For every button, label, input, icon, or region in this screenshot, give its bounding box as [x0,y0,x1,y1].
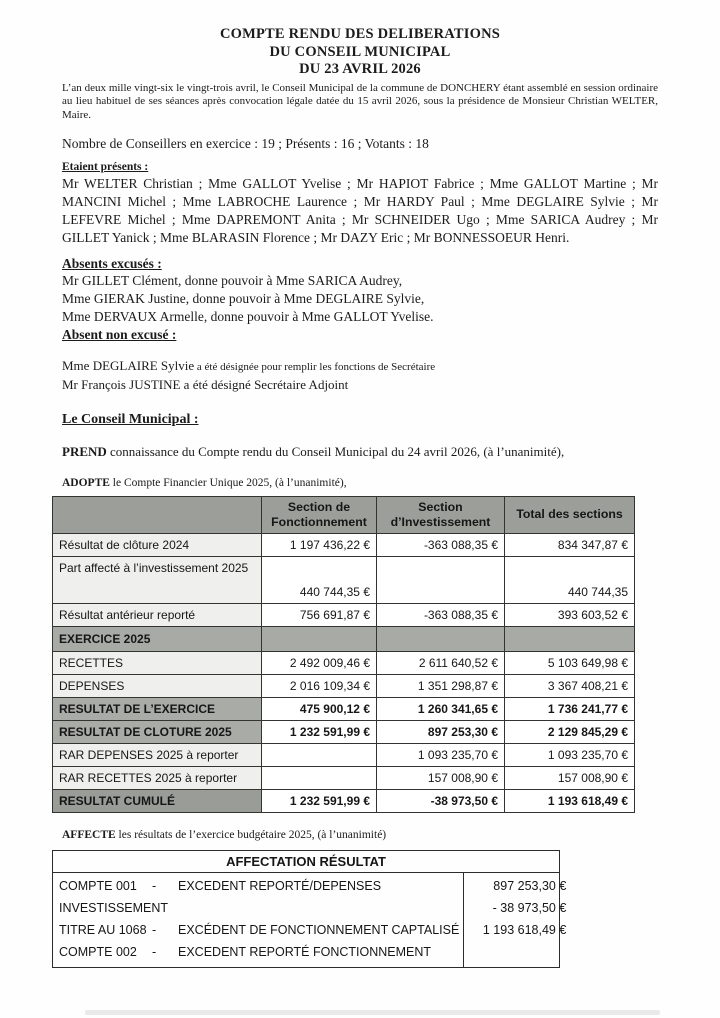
dash-separator: - [152,922,157,937]
affectation-line [59,919,459,941]
table-row [53,766,635,789]
row-label-cell: Résultat de clôture 2024 [53,533,262,556]
finance-header-row [53,496,635,533]
row-label-cell: EXERCICE 2025 [53,626,262,651]
affectation-line [59,941,459,963]
affectation-line [59,897,459,919]
row-label-cell: RAR DEPENSES 2025 à reporter [53,743,262,766]
value-cell: 1 260 341,65 € [377,697,505,720]
value-cell: -38 973,50 € [377,789,505,812]
account-code: INVESTISSEMENT [59,900,169,915]
value-cell [377,556,505,603]
heading-present: Etaient présents : [62,160,149,173]
table-row [53,556,635,603]
absent-excused-line: Mme GIERAK Justine, donne pouvoir à Mme DEGLAIRE Sylvie, [62,290,425,306]
value-cell: 756 691,87 € [262,603,377,626]
absent-excused-line: Mr GILLET Clément, donne pouvoir à Mme SARICA Audrey, [62,272,403,288]
table-row [53,533,635,556]
dash-separator: - [152,878,157,893]
row-label-cell: RESULTAT DE L’EXERCICE [53,697,262,720]
row-label-cell: RECETTES [53,651,262,674]
prend-paragraph [62,444,658,460]
value-cell [262,626,377,651]
adopte-verb: ADOPTE [62,476,110,489]
title-line-1: COMPTE RENDU DES DELIBERATIONS [219,26,501,42]
row-label-cell: DEPENSES [53,674,262,697]
affecte-text: les résultats de l’exercice budgétaire 2025, (à l’unanimité) [115,828,387,841]
present-members-list: Mr WELTER Christian ; Mme GALLOT Yvelise ; Mr HAPIOT Fabrice ; Mme GALLOT Martine ; Mr MANCINI Michel ; Mme LABROCHE Laurence ; Mr HARDY Paul ; Mme DEGLAIRE Sylvie ; Mr LEFEVRE Michel ; Mme DAPREMONT Anita ; Mr SCHNEIDER Ugo ; Mme SARICA Audrey ; Mr GILLET Yanick ; Mme BLARASIN Florence ; Mr DAZY Eric ; Mr BONNESSOEUR Henri. [62,175,658,245]
value-cell: 2 611 640,52 € [377,651,505,674]
affecte-verb: AFFECTE [62,828,116,841]
value-cell: 1 351 298,87 € [377,674,505,697]
table-row [53,651,635,674]
secretary-name: Mme DEGLAIRE Sylvie [62,357,195,373]
account-code: COMPTE 002 [59,944,137,959]
header-cell-fonctionnement: Section de Fonctionnement [262,496,377,533]
value-cell: 5 103 649,98 € [505,651,635,674]
value-cell: 2 129 845,29 € [505,720,635,743]
row-label-cell: RAR RECETTES 2025 à reporter [53,766,262,789]
affectation-table [52,850,567,968]
heading-council: Le Conseil Municipal : [62,411,199,427]
affectation-line [59,875,459,897]
value-cell: 157 008,90 € [377,766,505,789]
value-cell: 1 093 235,70 € [377,743,505,766]
value-cell [262,766,377,789]
value-cell: -363 088,35 € [377,533,505,556]
table-grand-total-row [53,789,635,812]
value-cell: 1 193 618,49 € [505,789,635,812]
secretary-line [62,357,658,375]
row-label-cell: RESULTAT CUMULÉ [53,789,262,812]
scan-artifact-bar [85,1010,660,1015]
title-line-3: DU 23 AVRIL 2026 [299,61,421,77]
counselors-count-line: Nombre de Conseillers en exercice : 19 ; Présents : 16 ; Votants : 18 [62,135,429,151]
table-row [53,603,635,626]
header-cell-empty [53,496,262,533]
value-cell: 834 347,87 € [505,533,635,556]
header-cell-total: Total des sections [505,496,635,533]
value-cell [262,743,377,766]
row-label-cell: RESULTAT DE CLOTURE 2025 [53,720,262,743]
value-cell [377,626,505,651]
table-section-row [53,626,635,651]
account-description: EXCEDENT REPORTÉ/DEPENSES [178,878,382,893]
value-cell: 897 253,30 € [493,878,567,893]
value-cell: 1 197 436,22 € [262,533,377,556]
value-cell: 1 232 591,99 € [262,720,377,743]
affecte-paragraph [62,829,658,841]
value-cell: 440 744,35 € [262,556,377,603]
header-cell-investissement: Section d’Investissement [377,496,505,533]
heading-absent-not-excused: Absent non excusé : [62,326,177,342]
table-total-row [53,697,635,720]
row-label-cell: Résultat antérieur reporté [53,603,262,626]
prend-text: connaissance du Compte rendu du Conseil Municipal du 24 avril 2026, (à l’unanimité), [106,443,565,459]
prend-verb: PREND [62,443,107,459]
value-cell: 440 744,35 [505,556,635,603]
affectation-descriptions [53,873,463,967]
secretary-adjoint-line: Mr François JUSTINE a été désigné Secrétaire Adjoint [62,376,349,392]
affectation-values [463,873,573,967]
value-cell: 1 232 591,99 € [262,789,377,812]
value-cell: 157 008,90 € [505,766,635,789]
title-line-2: DU CONSEIL MUNICIPAL [269,43,451,60]
value-cell: 3 367 408,21 € [505,674,635,697]
adopte-text: le Compte Financier Unique 2025, (à l’unanimité), [109,476,347,489]
value-cell: 393 603,52 € [505,603,635,626]
value-cell: -363 088,35 € [377,603,505,626]
account-code: COMPTE 001 [59,878,137,893]
heading-absent-excused: Absents excusés : [62,255,162,271]
intro-paragraph: L’an deux mille vingt-six le vingt-trois avril, le Conseil Municipal de la commune de DONCHERY étant assemblé en session ordinaire au lieu habituel de ses séances après convocation légale datée du 15 avril 2026, sous la présidence de Monsieur Christian WELTER, Maire. [62,81,658,122]
value-cell: 897 253,30 € [377,720,505,743]
value-cell: - 38 973,50 € [492,900,567,915]
table-total-row [53,720,635,743]
affectation-table-title: AFFECTATION RÉSULTAT [53,851,559,873]
affectation-table-body [53,873,567,967]
finance-table [52,496,635,813]
account-description: EXCEDENT REPORTÉ FONCTIONNEMENT [178,944,432,959]
dash-separator: - [152,944,157,959]
table-row [53,743,635,766]
page-title [62,26,658,79]
adopte-paragraph [62,477,658,489]
secretary-designation [62,357,658,394]
secretary-role-text: a été désignée pour remplir les fonctions de Secrétaire [194,360,436,373]
value-cell: 1 193 618,49 € [482,922,567,937]
row-label-cell: Part affecté à l’investissement 2025 [53,556,262,603]
value-cell: 2 492 009,46 € [262,651,377,674]
table-row [53,674,635,697]
value-cell [505,626,635,651]
value-cell: 2 016 109,34 € [262,674,377,697]
absent-excused-line: Mme DERVAUX Armelle, donne pouvoir à Mme GALLOT Yvelise. [62,308,434,324]
account-description: EXCÉDENT DE FONCTIONNEMENT CAPTALISÉ [178,922,460,937]
value-cell: 475 900,12 € [262,697,377,720]
account-code: TITRE AU 1068 [59,922,147,937]
value-cell: 1 093 235,70 € [505,743,635,766]
value-cell: 1 736 241,77 € [505,697,635,720]
